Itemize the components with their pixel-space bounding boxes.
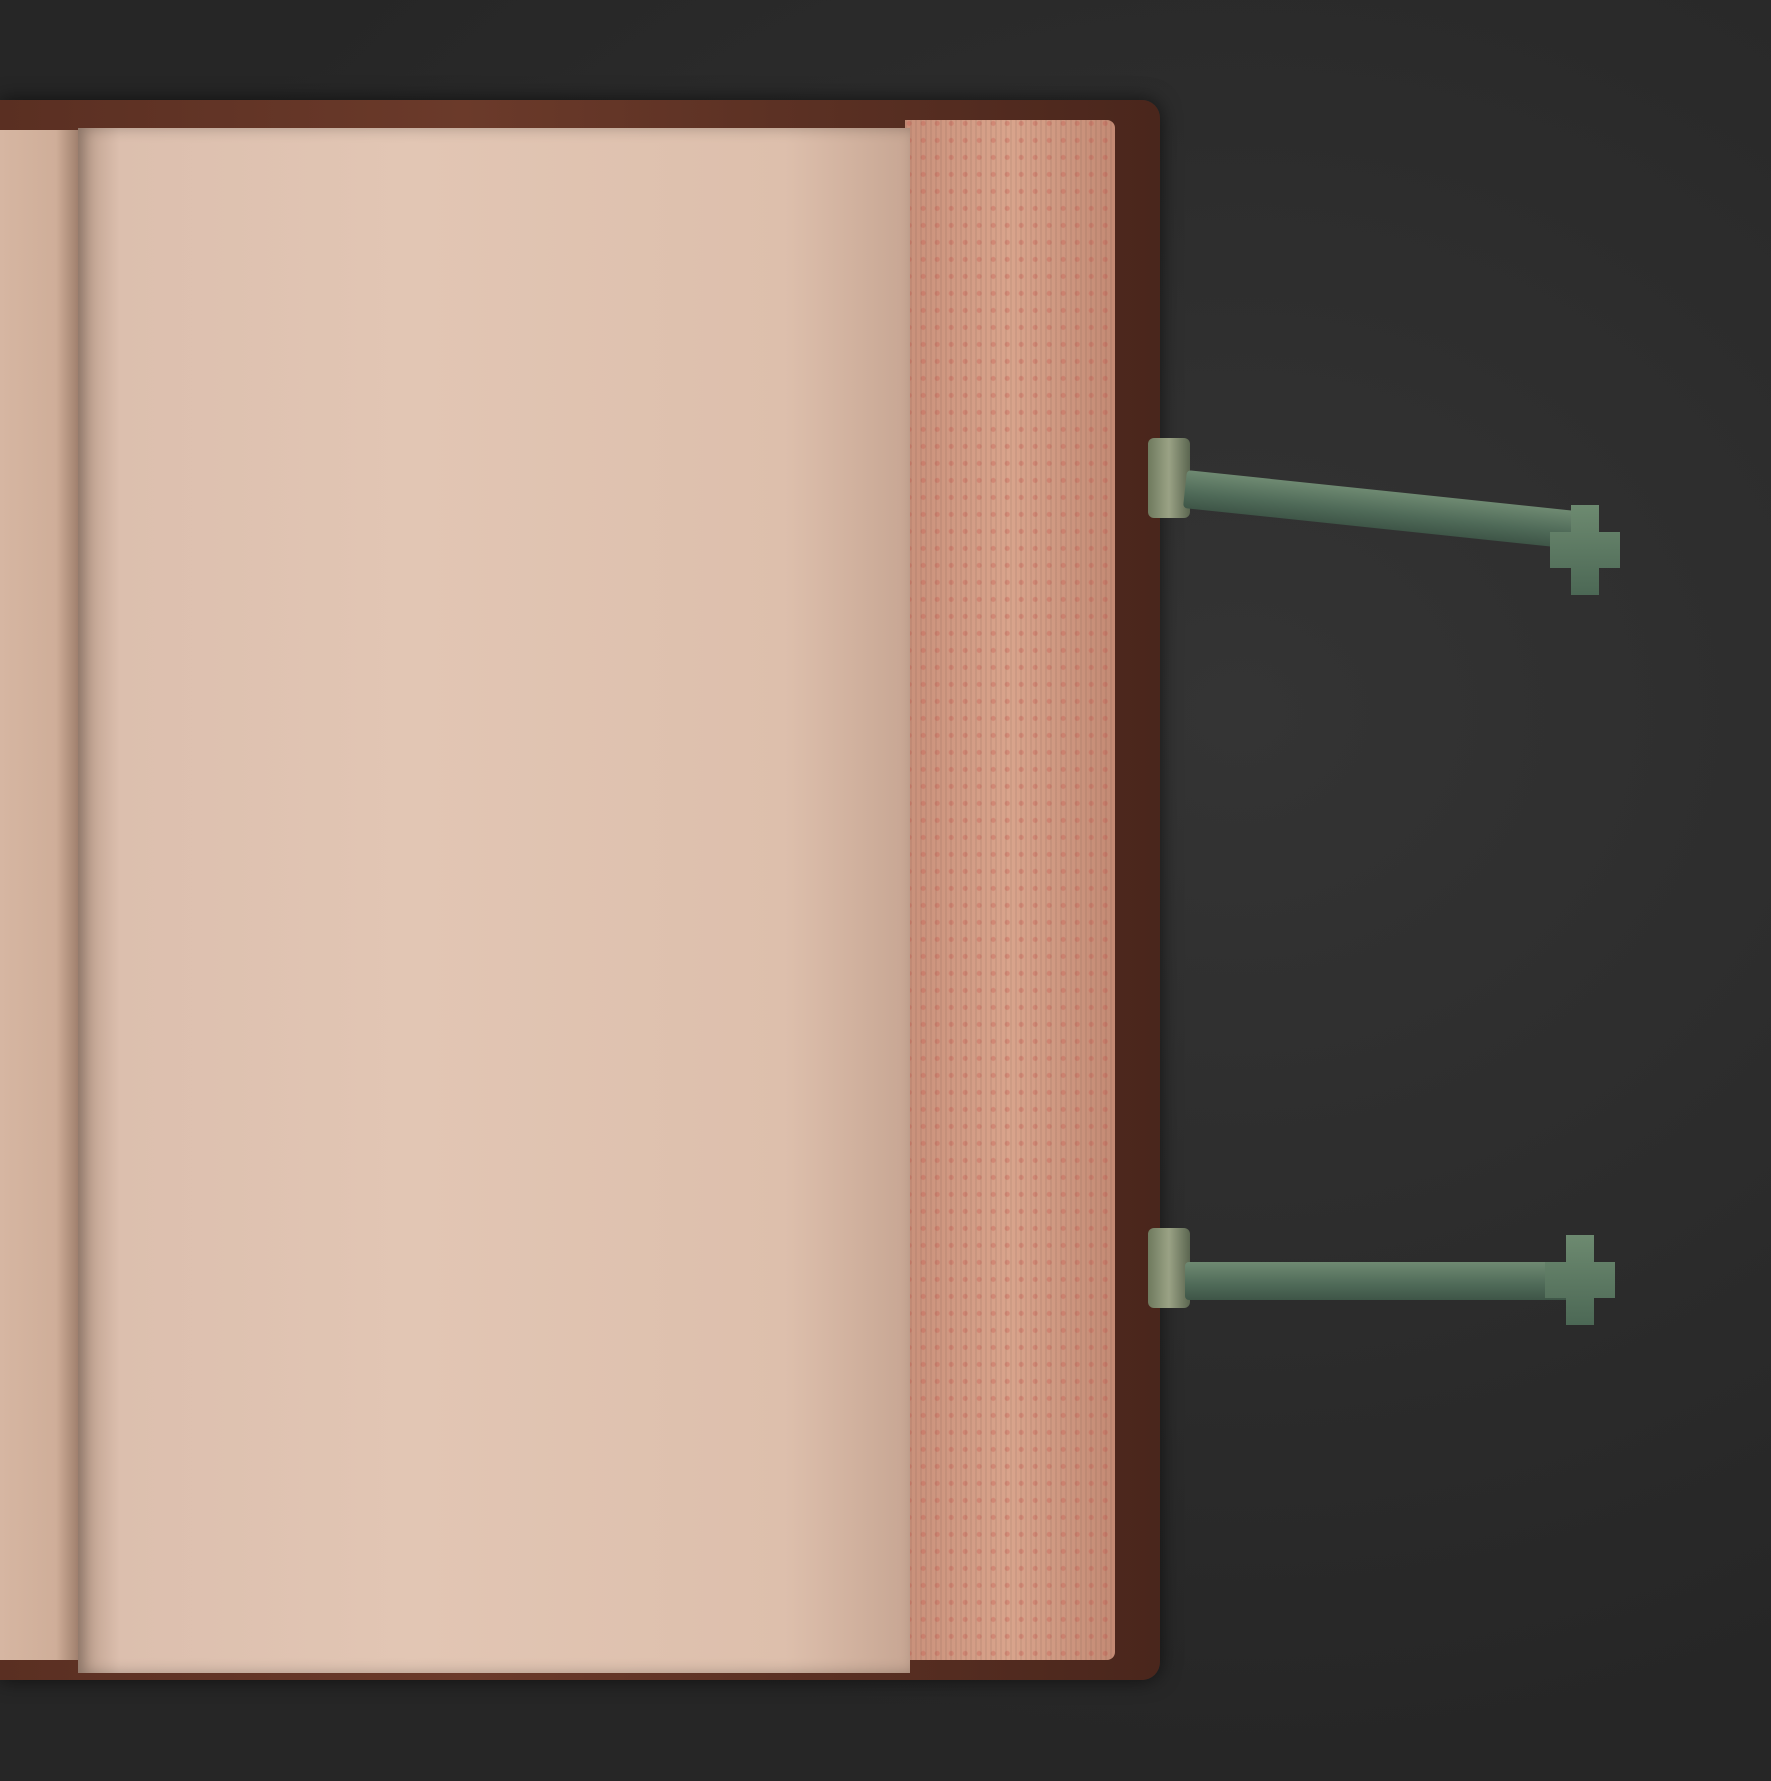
right-page — [78, 128, 910, 1673]
lower-clasp-hinge — [1148, 1228, 1190, 1308]
lower-clasp-bar — [1185, 1262, 1575, 1300]
left-page — [0, 130, 80, 1660]
fore-edge — [905, 120, 1115, 1660]
